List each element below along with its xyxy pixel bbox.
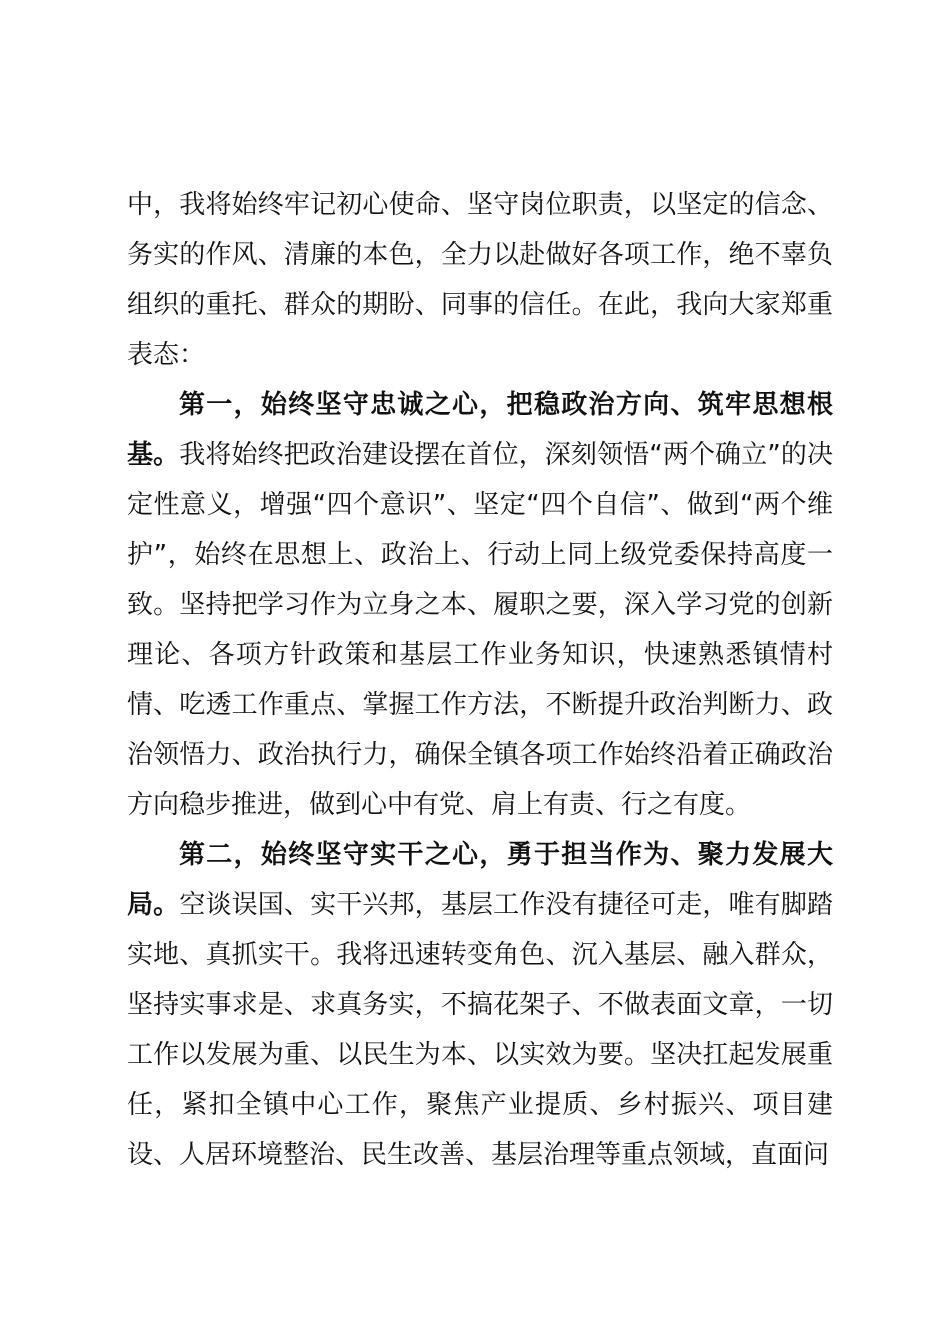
paragraph-opening <box>127 180 833 380</box>
paragraph-second-point <box>127 830 833 1180</box>
paragraph-opening-text: 中，我将始终牢记初心使命、坚守岗位职责，以坚定的信念、务实的作风、清廉的本色，全力以赴做好各项工作，绝不辜负组织的重托、群众的期盼、同事的信任。在此，我向大家郑重表态： <box>127 190 833 370</box>
document-body <box>127 180 833 1180</box>
paragraph-first-point-heading: 第一，始终坚守忠诚之心，把稳政治方向、筑牢思想根基。 <box>127 390 833 470</box>
paragraph-second-point-heading: 第二，始终坚守实干之心，勇于担当作为、聚力发展大局。 <box>127 840 833 920</box>
paragraph-first-point-text: 我将始终把政治建设摆在首位，深刻领悟“两个确立”的决定性意义，增强“四个意识”、坚定“四个自信”、做到“两个维护”，始终在思想上、政治上、行动上同上级党委保持高度一致。坚持把学习作为立身之本、履职之要，深入学习党的创新理论、各项方针政策和基层工作业务知识，快速熟悉镇情村情、吃透工作重点、掌握工作方法，不断提升政治判断力、政治领悟力、政治执行力，确保全镇各项工作始终沿着正确政治方向稳步推进，做到心中有党、肩上有责、行之有度。 <box>127 440 833 820</box>
paragraph-first-point <box>127 380 833 830</box>
paragraph-second-point-text: 空谈误国、实干兴邦，基层工作没有捷径可走，唯有脚踏实地、真抓实干。我将迅速转变角色、沉入基层、融入群众，坚持实事求是、求真务实，不搞花架子、不做表面文章，一切工作以发展为重、以民生为本、以实效为要。坚决扛起发展重任，紧扣全镇中心工作，聚焦产业提质、乡村振兴、项目建设、人居环境整治、民生改善、基层治理等重点领域，直面问 <box>127 890 833 1170</box>
